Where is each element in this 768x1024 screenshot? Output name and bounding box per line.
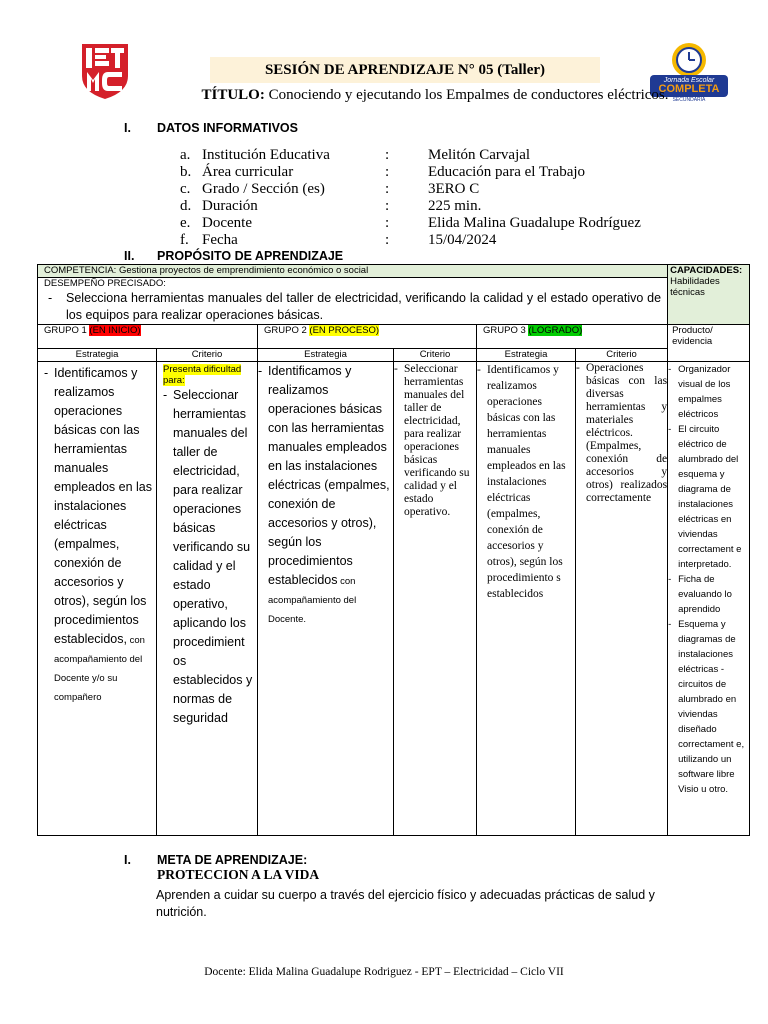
status-badge: (EN INICIO) [89,324,141,336]
g3-criterio: Operaciones básicas con las diversas herramientas y materiales eléctricos. (Empalmes, conexión de accesorios y otros) realizados correctamente [586,361,668,504]
section2-number: II. [124,249,135,263]
desempeno-label: DESEMPEÑO PRECISADO: [38,278,668,290]
producto-header: Producto/ evidencia [668,324,750,361]
g1-estrategia-cell [38,361,157,835]
meta-subtitle: PROTECCION A LA VIDA [157,867,320,882]
section2-title: PROPÓSITO DE APRENDIZAJE [157,249,344,263]
page-footer: Docente: Elida Malina Guadalupe Rodriguez - EPT – Electricidad – Ciclo VII [204,966,564,978]
desempeno-text: - Selecciona herramientas manuales del taller de electricidad, verificando la calidad y el estado operativo de los equipos para realizar operaciones básicas. [48,290,662,322]
g2-estrategia: Identificamos y realizamos operaciones básicas con las herramientas manuales empleados en las instalaciones eléctricas (empalmes, conexión de accesorios y otros), según los procedimientos establecidos [268,363,390,587]
estrategia-header: Estrategia [258,348,394,361]
capacidades-value: Habilidades técnicas [670,276,720,298]
g1-estrategia-note: con acompañamiento del Docente y/o su compañero [54,634,145,703]
g2-criterio: Seleccionar herramientas manuales del taller de electricidad, para realizar operaciones básicas verificando su calidad y el estado operativo. [404,362,470,518]
criterio-header: Criterio [157,348,258,361]
section1-number: I. [124,121,131,135]
titulo-label: TÍTULO: [201,87,265,103]
grupo1-header: GRUPO 1 (EN INICIO) [38,324,258,348]
g3-estrategia-cell [477,361,576,835]
meta-text: Aprenden a cuidar su cuerpo a través del ejercicio físico y adecuadas prácticas de salud y nutrición. [156,888,655,919]
logo-text-3: SECUNDARIA [672,97,706,102]
logo-text-1: Jornada Escolar [663,77,715,84]
estrategia-header: Estrategia [38,348,157,361]
capacidades-cell [668,265,750,325]
grupo3-header: GRUPO 3 (LOGRADO) [477,324,668,348]
status-badge: (LOGRADO) [528,324,583,336]
capacidades-label: CAPACIDADES: [670,265,743,276]
section3-number: I. [124,853,131,867]
learning-purpose-table [37,264,750,836]
lesson-title [200,87,670,104]
logo-text-2: COMPLETA [658,83,720,95]
difficulty-flag: Presenta dificultad para: [163,363,242,386]
g2-criterio-cell [394,361,477,835]
criterio-header: Criterio [394,348,477,361]
desempeno-text-cell [38,290,668,325]
g1-criterio-cell [157,361,258,835]
list-item: - Esquema y diagramas de instalaciones eléctricas - circuitos de alumbrado en viviendas diseñado correctament e, utilizando un software libre Visio u otro. [668,617,749,797]
list-item: - El circuito eléctrico de alumbrado del esquema y diagrama de instalaciones eléctricas en viviendas correctament e interpretado. [668,422,749,572]
g3-criterio-cell [576,361,668,835]
status-badge: (EN PROCESO) [309,324,380,336]
section1-title: DATOS INFORMATIVOS [157,121,298,135]
school-logo [80,42,130,100]
section3-title: META DE APRENDIZAJE: [157,853,308,867]
titulo-text: Conociendo y ejecutando los Empalmes de conductores eléctricos. [268,87,669,103]
g3-estrategia: Identificamos y realizamos operaciones básicas con las herramientas manuales empleados en las instalaciones eléctricas (empalmes, conexión de accesorios y otros), según los procedimiento s establecidos [487,363,566,600]
g1-estrategia: Identificamos y realizamos operaciones básicas con las herramientas manuales empleados en las instalaciones eléctricas (empalmes, conexión de accesorios y otros), según los procedimientos establecidos, [54,365,152,646]
list-item: - Organizador visual de los empalmes eléctricos [668,362,749,422]
criterio-header: Criterio [576,348,668,361]
session-title: SESIÓN DE APRENDIZAJE N° 05 (Taller) [210,57,600,83]
grupo2-header: GRUPO 2 (EN PROCESO) [258,324,477,348]
estrategia-header: Estrategia [477,348,576,361]
productos-cell [668,361,750,835]
list-item: - Ficha de evaluando lo aprendido [668,572,749,617]
g2-estrategia-note: con acompañamiento del Docente. [268,575,357,625]
g2-estrategia-cell [258,361,394,835]
g1-criterio: Seleccionar herramientas manuales del taller de electricidad, para realizar operaciones básicas verificando su calidad y el estado operativo, aplicando los procedimient os establecidos y normas de seguridad [173,387,253,725]
competencia-cell: COMPETENCIA: Gestiona proyectos de emprendimiento económico o social [38,265,668,278]
